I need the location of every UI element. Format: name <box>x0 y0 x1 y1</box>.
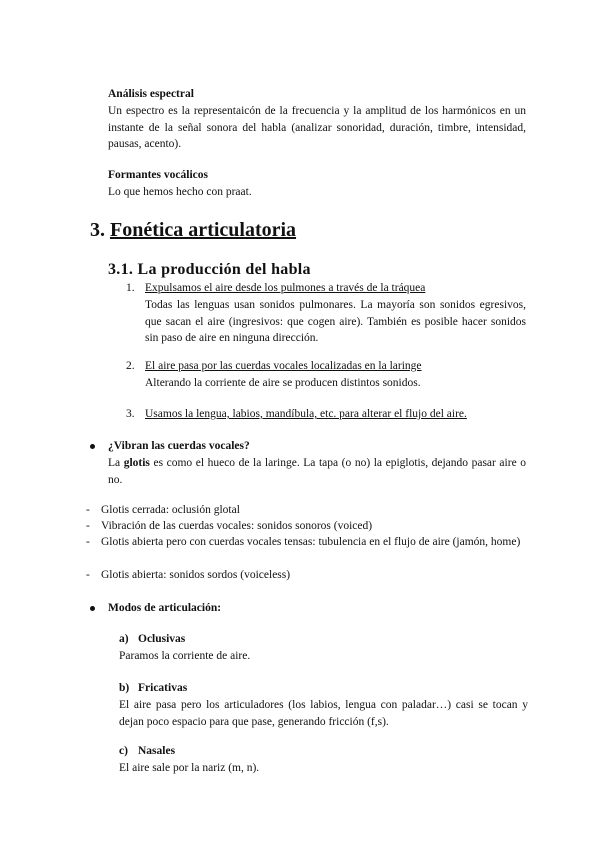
vocal-cords-heading: ¿Vibran las cuerdas vocales? <box>108 440 250 452</box>
dash-list-item: Glotis cerrada: oclusión glotal <box>101 504 240 516</box>
mode-body: El aire pasa pero los articuladores (los labios, lengua con paladar…) casi se tocan y dejan poco espacio para que pase, generando fricción (f,s). <box>119 699 528 728</box>
glotis-term: glotis <box>123 457 150 469</box>
list-item-body: Alterando la corriente de aire se producen distintos sonidos. <box>145 377 421 389</box>
section31-title: 3.1. La producción del habla <box>108 261 311 278</box>
mode-title: Fricativas <box>138 682 188 694</box>
list-item-title: Usamos la lengua, labios, mandíbula, etc. para alterar el flujo del aire. <box>145 408 467 420</box>
formants-heading: Formantes vocálicos <box>108 169 208 181</box>
mode-letter: c) <box>119 745 128 757</box>
spectral-paragraph: Un espectro es la representaicón de la frecuencia y la amplitud de los harmónicos en un instante de la señal sonora del habla (analizar sonoridad, duración, timbre, intensidad, pausas, acento). <box>108 105 526 150</box>
dash-marker: - <box>86 520 90 532</box>
bullet-icon <box>90 444 95 449</box>
dash-list-item: Glotis abierta pero con cuerdas vocales tensas: tubulencia en el flujo de aire (jamón, home) <box>101 536 521 548</box>
list-item-number: 3. <box>126 408 135 420</box>
list-item-title: Expulsamos el aire desde los pulmones a través de la tráquea <box>145 282 426 294</box>
list-item-number: 2. <box>126 360 135 372</box>
vocal-cords-text: La <box>108 457 124 469</box>
modes-heading: Modos de articulación: <box>108 602 222 614</box>
list-item-title: El aire pasa por las cuerdas vocales localizadas en la laringe <box>145 360 422 372</box>
list-item-body: Todas las lenguas usan sonidos pulmonares. La mayoría son sonidos egresivos, que sacan el aire (ingresivos: que cogen aire). También es posible hacer sonidos sin paso de aire en ninguna dirección. <box>145 299 526 344</box>
dash-list-item: Vibración de las cuerdas vocales: sonidos sonoros (voiced) <box>101 520 373 532</box>
spectral-heading: Análisis espectral <box>108 88 194 100</box>
mode-body: El aire sale por la nariz (m, n). <box>119 762 260 774</box>
mode-title: Nasales <box>138 745 176 757</box>
mode-letter: b) <box>119 682 130 694</box>
list-item-number: 1. <box>126 282 135 294</box>
vocal-cords-paragraph <box>108 455 526 488</box>
mode-letter: a) <box>119 633 129 645</box>
dash-list-item: Glotis abierta: sonidos sordos (voiceless) <box>101 569 291 581</box>
section3-number: 3. <box>90 219 105 241</box>
vocal-cords-text: es como el hueco de la laringe. La tapa (o no) la epiglotis, dejando pasar aire o no. <box>108 457 526 486</box>
formants-paragraph: Lo que hemos hecho con praat. <box>108 186 252 198</box>
section3-title: Fonética articulatoria <box>110 219 297 241</box>
dash-marker: - <box>86 536 90 548</box>
mode-title: Oclusivas <box>138 633 186 645</box>
mode-body: Paramos la corriente de aire. <box>119 650 251 662</box>
dash-marker: - <box>86 569 90 581</box>
dash-marker: - <box>86 504 90 516</box>
bullet-icon <box>90 606 95 611</box>
